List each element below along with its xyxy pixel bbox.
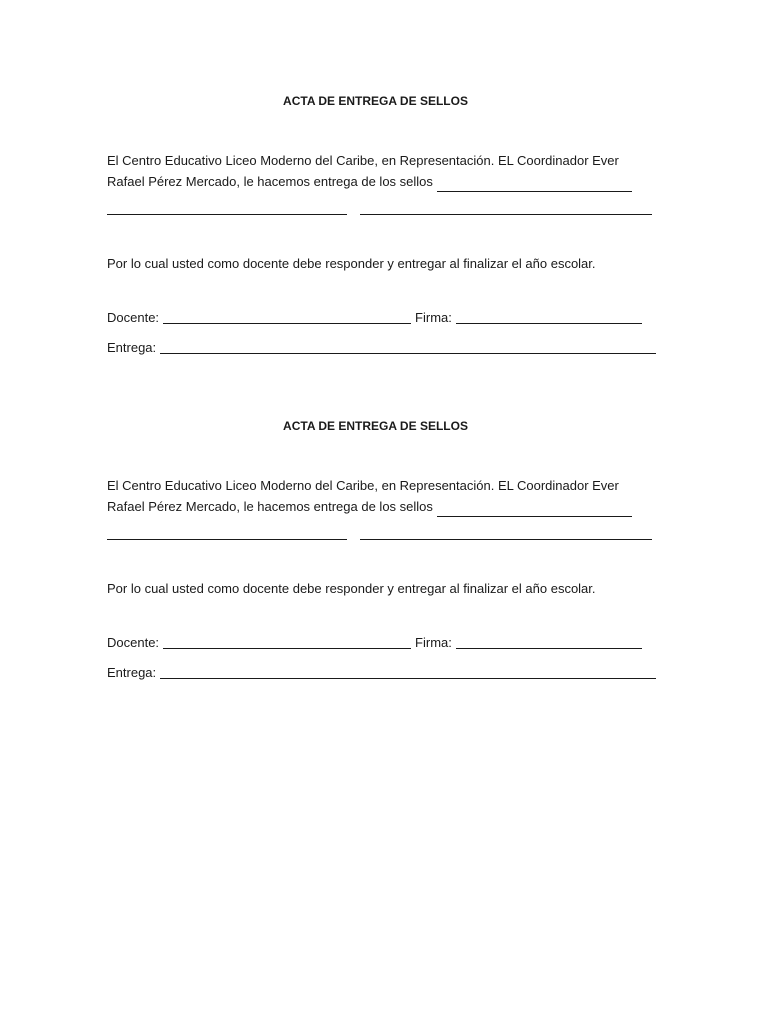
responsibility-statement: Por lo cual usted como docente debe responder y entregar al finalizar el año escolar. [107, 581, 596, 596]
intro-paragraph-line-2: Rafael Pérez Mercado, le hacemos entrega de los sellos [107, 499, 433, 514]
acta-form-1 [107, 92, 652, 358]
entrega-blank-line[interactable] [160, 352, 656, 354]
sellos-blank-line[interactable] [437, 177, 632, 192]
firma-blank-line[interactable] [456, 322, 642, 324]
intro-paragraph-line-2-row [107, 171, 652, 192]
entrega-blank-line[interactable] [160, 677, 656, 679]
form-title: ACTA DE ENTREGA DE SELLOS [283, 419, 468, 433]
entrega-row [107, 662, 652, 683]
intro-paragraph-line-2-row [107, 496, 652, 517]
intro-paragraph-line-2: Rafael Pérez Mercado, le hacemos entrega de los sellos [107, 174, 433, 189]
form-title: ACTA DE ENTREGA DE SELLOS [283, 94, 468, 108]
firma-label: Firma: [415, 310, 452, 325]
blank-line-left[interactable] [107, 526, 347, 540]
intro-paragraph-line-1: El Centro Educativo Liceo Moderno del Caribe, en Representación. EL Coordinador Ever [107, 153, 619, 168]
docente-label: Docente: [107, 310, 160, 325]
blank-line-right[interactable] [360, 201, 652, 215]
docente-blank-line[interactable] [163, 647, 411, 649]
firma-label: Firma: [415, 635, 452, 650]
docente-blank-line[interactable] [163, 322, 411, 324]
intro-paragraph-line-1: El Centro Educativo Liceo Moderno del Caribe, en Representación. EL Coordinador Ever [107, 478, 619, 493]
docente-label: Docente: [107, 635, 160, 650]
entrega-label: Entrega: [107, 340, 157, 355]
blank-line-right[interactable] [360, 526, 652, 540]
sellos-blank-line[interactable] [437, 502, 632, 517]
acta-form-2 [107, 417, 652, 683]
blank-line-left[interactable] [107, 201, 347, 215]
entrega-row [107, 337, 652, 358]
sellos-continuation-lines [107, 526, 652, 540]
entrega-label: Entrega: [107, 665, 157, 680]
docente-firma-row [107, 307, 652, 328]
docente-firma-row [107, 632, 652, 653]
firma-blank-line[interactable] [456, 647, 642, 649]
sellos-continuation-lines [107, 201, 652, 215]
responsibility-statement: Por lo cual usted como docente debe responder y entregar al finalizar el año escolar. [107, 256, 596, 271]
